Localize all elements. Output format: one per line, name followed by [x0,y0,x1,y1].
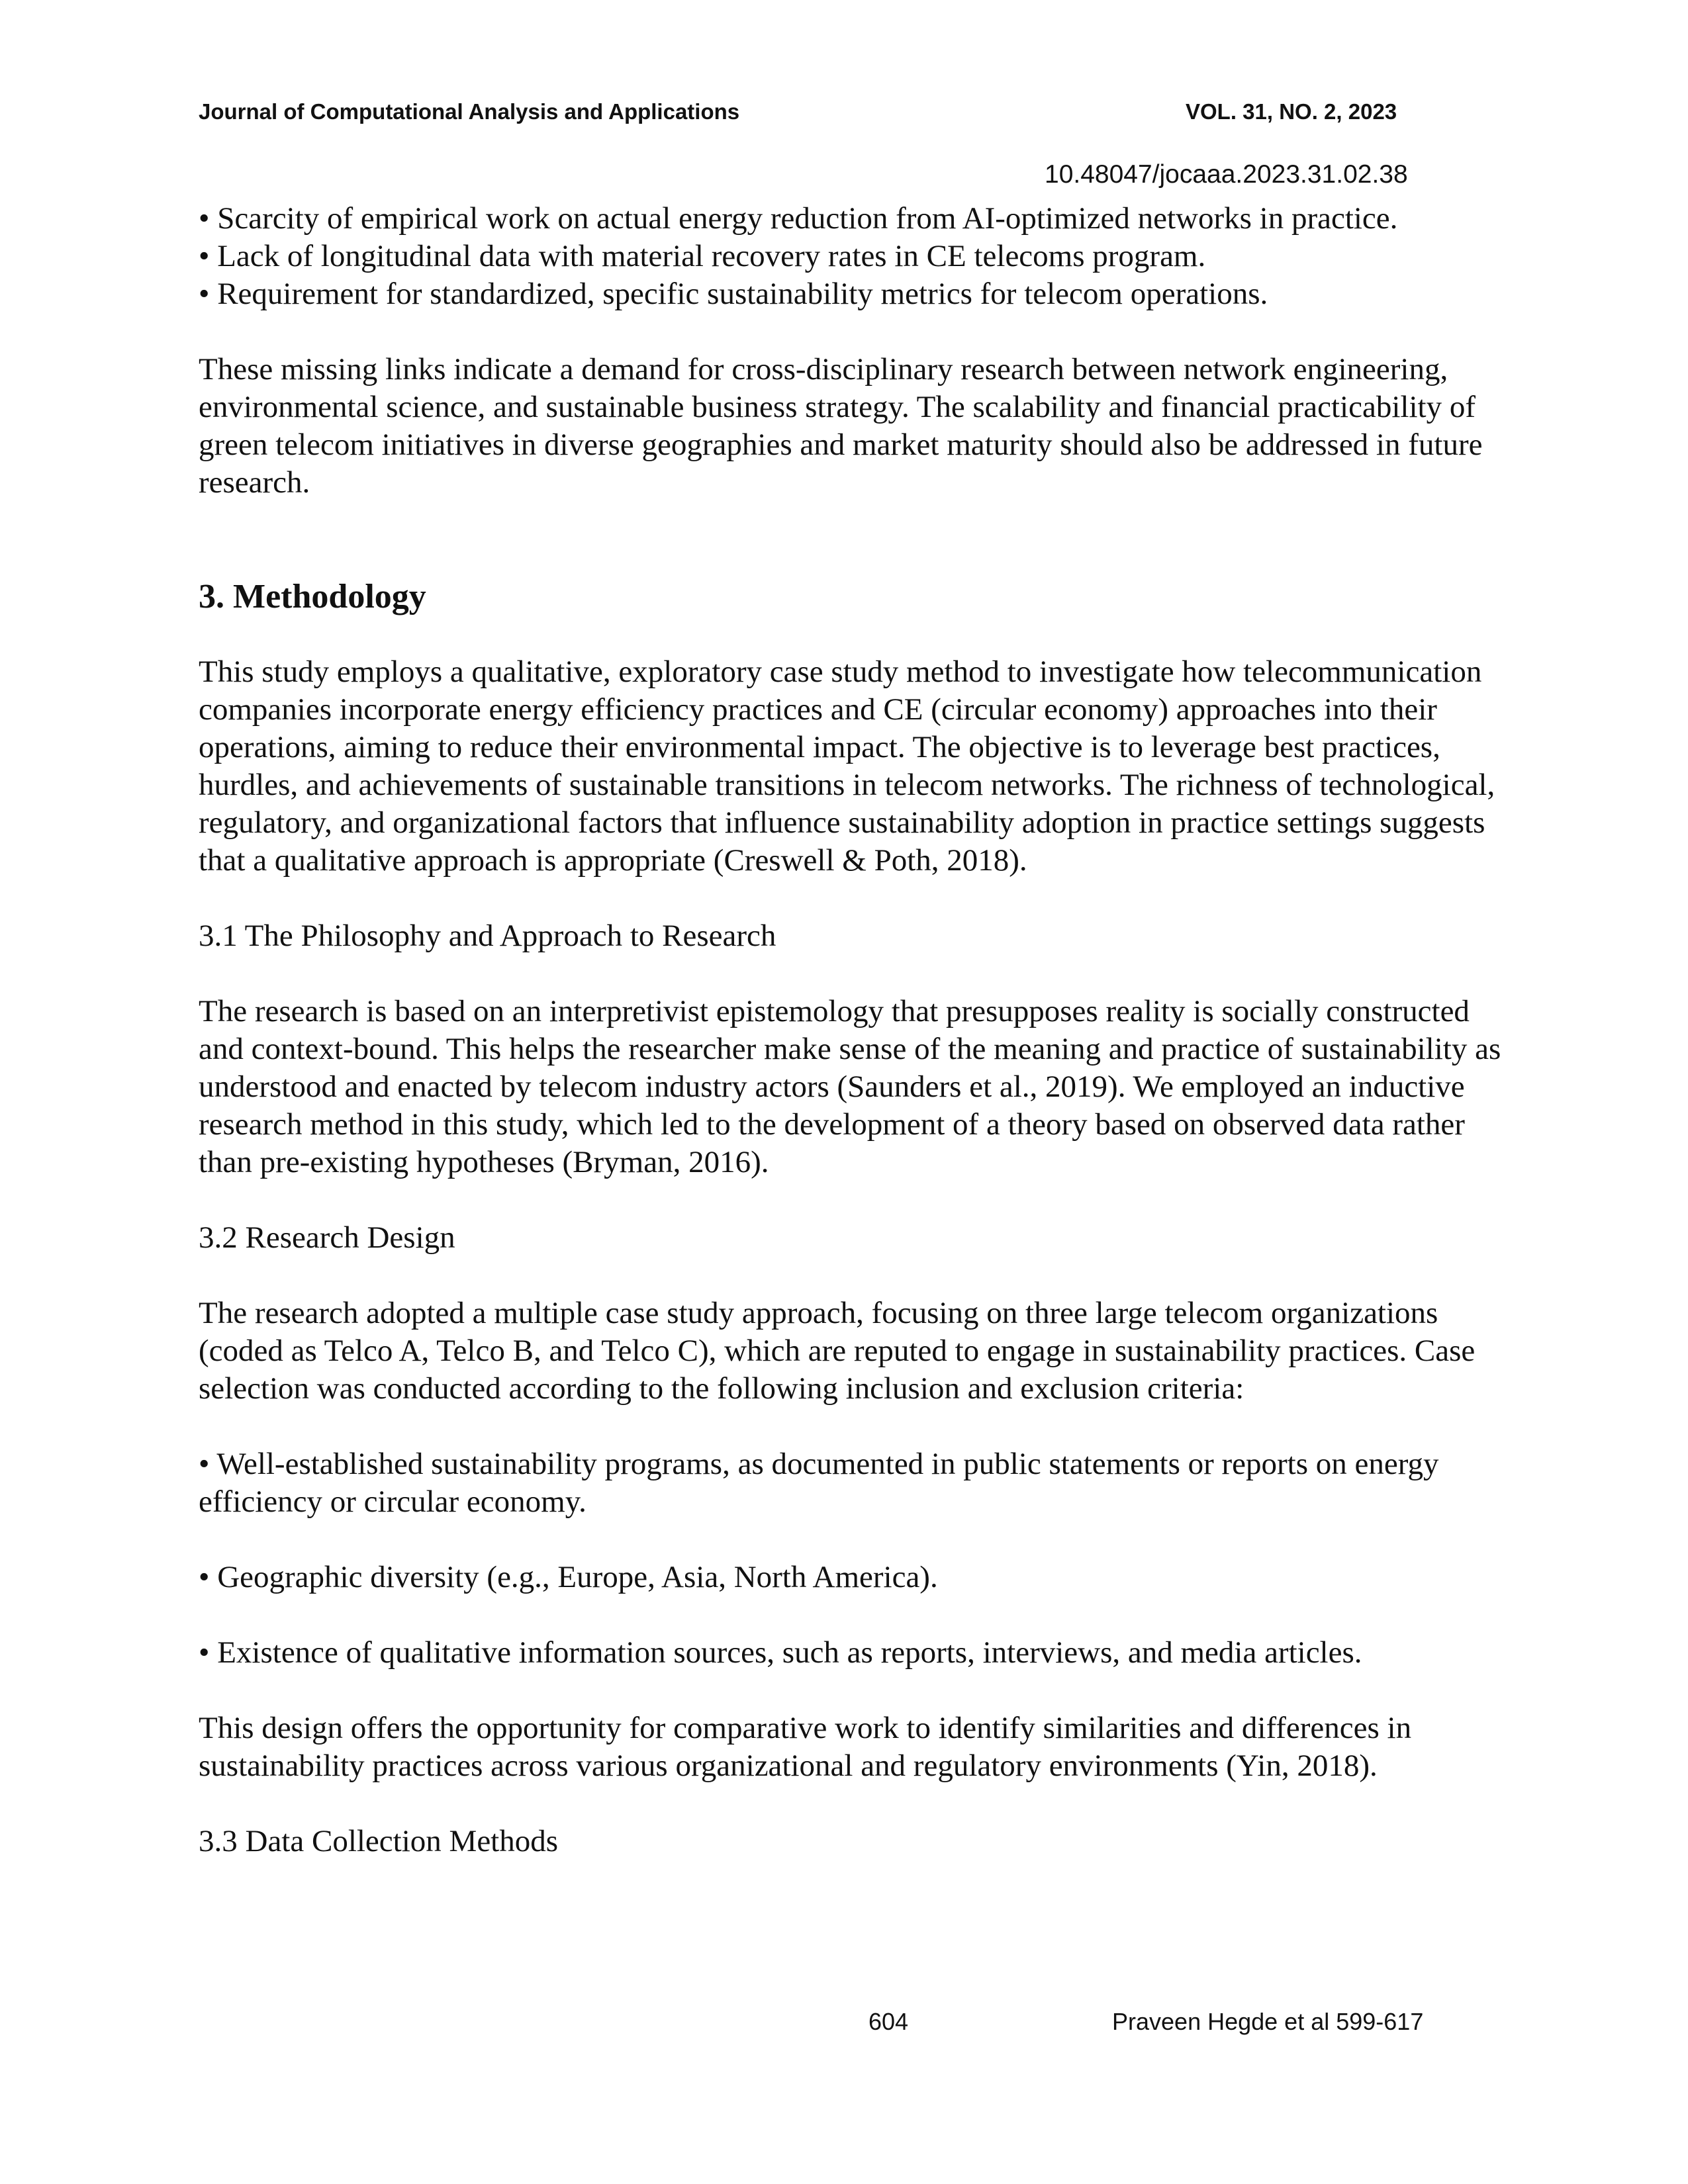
section-heading: 3. Methodology [199,578,426,615]
bullet-item: • Requirement for standardized, specific sustainability metrics for telecom operations. [199,277,1268,311]
subsection-heading: 3.1 The Philosophy and Approach to Research [199,919,776,953]
footer-authors: Praveen Hegde et al 599-617 [1112,2008,1424,2035]
page-body [199,200,1509,1860]
criteria-item: • Geographic diversity (e.g., Europe, Asia, North America). [199,1560,938,1594]
bullet-item: • Lack of longitudinal data with material recovery rates in CE telecoms program. [199,239,1206,273]
criteria-item: • Well-established sustainability programs, as documented in public statements or reports on energy efficiency or circular economy. [199,1447,1439,1519]
volume-info: VOL. 31, NO. 2, 2023 [1186,99,1397,124]
bullet-item: • Scarcity of empirical work on actual energy reduction from AI-optimized networks in practice. [199,201,1398,236]
doi: 10.48047/jocaaa.2023.31.02.38 [1045,160,1408,189]
criteria-item: • Existence of qualitative information sources, such as reports, interviews, and media articles. [199,1635,1362,1670]
paragraph-methodology: This study employs a qualitative, exploratory case study method to investigate how telecommunication companies incorporate energy efficiency practices and CE (circular economy) approaches into their operations, aiming to reduce their environmental impact. The objective is to leverage best practices, hurdles, and achievements of sustainable transitions in telecom networks. The richness of technological, regulatory, and organizational factors that influence sustainability adoption in practice settings suggests that a qualitative approach is appropriate (Creswell & Poth, 2018). [199,655,1495,878]
subsection-heading: 3.2 Research Design [199,1220,455,1255]
paragraph-philosophy: The research is based on an interpretivist epistemology that presupposes reality is socially constructed and context-bound. This helps the researcher make sense of the meaning and practice of sustainability as understood and enacted by telecom industry actors (Saunders et al., 2019). We employed an inductive research method in this study, which led to the development of a theory based on observed data rather than pre-existing hypotheses (Bryman, 2016). [199,994,1501,1179]
journal-title: Journal of Computational Analysis and Applications [199,99,740,124]
page-number: 604 [868,2008,909,2035]
paragraph-research-design: The research adopted a multiple case study approach, focusing on three large telecom organizations (coded as Telco A, Telco B, and Telco C), which are reputed to engage in sustainability practices. Case selection was conducted according to the following inclusion and exclusion criteria: [199,1296,1476,1406]
paragraph-design-summary: This design offers the opportunity for comparative work to identify similarities and differences in sustainability practices across various organizational and regulatory environments (Yin, 2018). [199,1711,1412,1783]
subsection-heading: 3.3 Data Collection Methods [199,1824,559,1858]
paragraph-research-gaps: These missing links indicate a demand for cross-disciplinary research between network engineering, environmental science, and sustainable business strategy. The scalability and financial practicability of green telecom initiatives in diverse geographies and market maturity should also be addressed in future research. [199,352,1483,500]
